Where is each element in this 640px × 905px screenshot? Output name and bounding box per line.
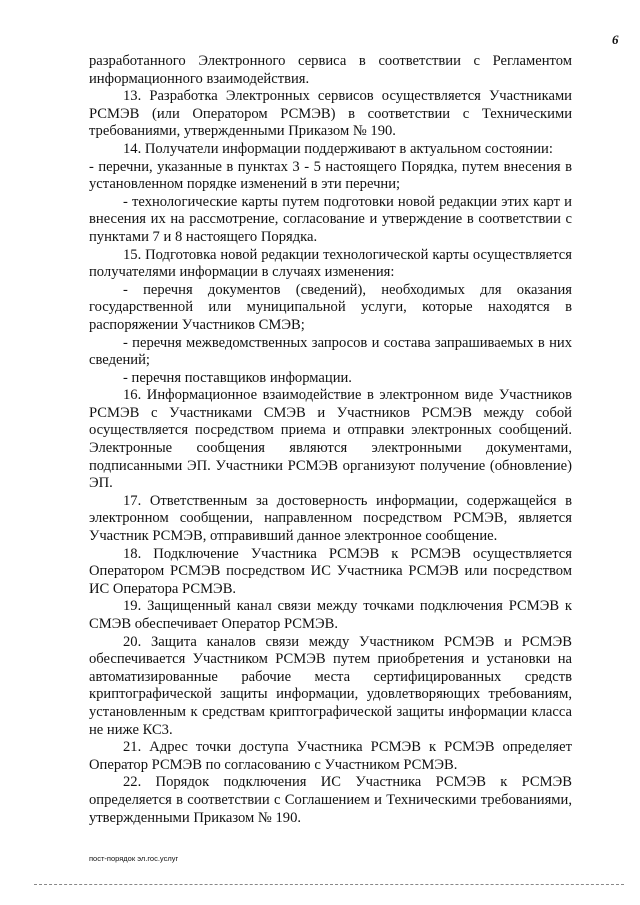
list-item: - технологические карты путем подготовки новой редакции этих карт и внесения их на рассмотрение, согласование и утверждение в соответствии с пунктами 7 и 8 настоящего Порядка.	[89, 193, 572, 245]
paragraph-continuation: разработанного Электронного сервиса в соответствии с Регламентом информационного взаимодействия.	[89, 53, 572, 87]
paragraph-item-22: 22. Порядок подключения ИС Участника РСМЭВ к РСМЭВ определяется в соответствии с Соглашением и Техническими требованиями, утвержденными Приказом № 190.	[89, 774, 572, 826]
paragraph-item-17: 17. Ответственным за достоверность информации, содержащейся в электронном сообщении, направленном посредством РСМЭВ, является Участник РСМЭВ, отправивший данное электронное сообщение.	[89, 492, 572, 545]
list-item: - перечня поставщиков информации.	[123, 369, 352, 386]
footer-file-label: пост-порядок эл.гос.услуг	[89, 854, 179, 863]
paragraph-item-18: 18. Подключение Участника РСМЭВ к РСМЭВ осуществляется Оператором РСМЭВ посредством ИС Участника РСМЭВ или посредством ИС Оператора РСМЭВ.	[89, 545, 572, 597]
paragraph-item-20: 20. Защита каналов связи между Участником РСМЭВ и РСМЭВ обеспечивается Участником РСМЭВ путем приобретения и установки на автоматизированные рабочие места сертифицированных средств криптографической защиты информации, удовлетворяющих требованиям, установленным к средствам криптографической защиты информации класса не ниже КС3.	[89, 633, 572, 738]
paragraph-item-21: 21. Адрес точки доступа Участника РСМЭВ к РСМЭВ определяет Оператор РСМЭВ по согласованию с Участником РСМЭВ.	[89, 739, 572, 773]
document-body	[89, 53, 572, 827]
paragraph-item-19: 19. Защищенный канал связи между точками подключения РСМЭВ к СМЭВ обеспечивает Оператор РСМЭВ.	[89, 598, 572, 632]
page-number: 6	[612, 32, 619, 47]
paragraph-item-14: 14. Получатели информации поддерживают в актуальном состоянии:	[123, 140, 553, 157]
paragraph-item-15: 15. Подготовка новой редакции технологической карты осуществляется получателями информации в случаях изменения:	[89, 246, 572, 281]
paragraph-item-13: 13. Разработка Электронных сервисов осуществляется Участниками РСМЭВ (или Оператором РСМЭВ) в соответствии с Техническими требованиями, утвержденными Приказом № 190.	[89, 88, 572, 140]
list-item: - перечни, указанные в пунктах 3 - 5 настоящего Порядка, путем внесения в установленном порядке изменений в эти перечни;	[89, 158, 572, 193]
paragraph-item-16: 16. Информационное взаимодействие в электронном виде Участников РСМЭВ с Участниками СМЭВ и Участников РСМЭВ между собой осуществляется посредством приема и отправки электронных сообщений. Электронные сообщения являются электронными документами, подписанными ЭП. Участники РСМЭВ организуют получение (обновление) ЭП.	[89, 387, 572, 492]
scan-edge-divider	[34, 884, 624, 885]
list-item: - перечня межведомственных запросов и состава запрашиваемых в них сведений;	[89, 334, 572, 369]
list-item: - перечня документов (сведений), необходимых для оказания государственной или муниципальной услуги, которые находятся в распоряжении Участников СМЭВ;	[89, 281, 572, 333]
